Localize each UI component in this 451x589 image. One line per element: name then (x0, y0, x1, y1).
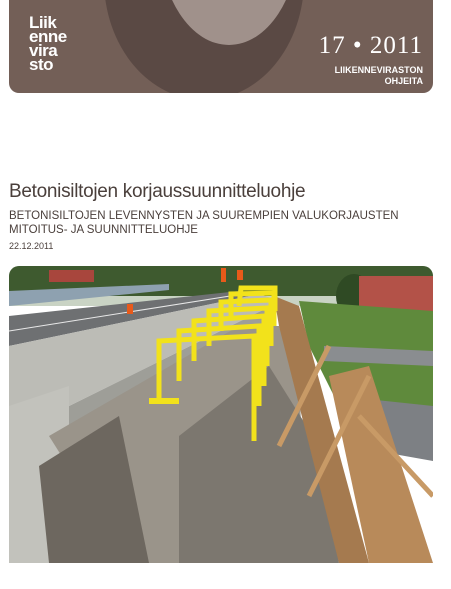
logo-line-2: enne (29, 27, 67, 46)
photo-red-building (49, 270, 94, 282)
logo-line-3: vira (29, 41, 58, 60)
photo-frame-foot (149, 398, 179, 404)
cover-photo (9, 266, 433, 563)
logo-line-4: sto (29, 55, 53, 74)
series-line-1: LIIKENNEVIRASTON (334, 65, 423, 75)
liikennevirasto-logo (29, 13, 67, 74)
logo-line-1: Liik (29, 13, 57, 32)
photo-warning-post-3 (237, 270, 243, 280)
document-title: Betonisiltojen korjaussuunnitteluohje (9, 181, 306, 202)
issue-number: 17 • 2011 (318, 32, 423, 59)
photo-warning-post (127, 304, 133, 314)
document-date: 22.12.2011 (9, 241, 54, 251)
publication-series (335, 65, 423, 87)
bridge-repair-photo (9, 266, 433, 563)
photo-warning-post-2 (221, 268, 226, 282)
series-line-2: OHJEITA (384, 76, 423, 86)
document-subtitle: BETONISILTOJEN LEVENNYSTEN JA SUUREMPIEN VALUKORJAUSTEN MITOITUS- JA SUUNNITTELUOHJE (9, 210, 399, 236)
cover-header (9, 0, 433, 93)
